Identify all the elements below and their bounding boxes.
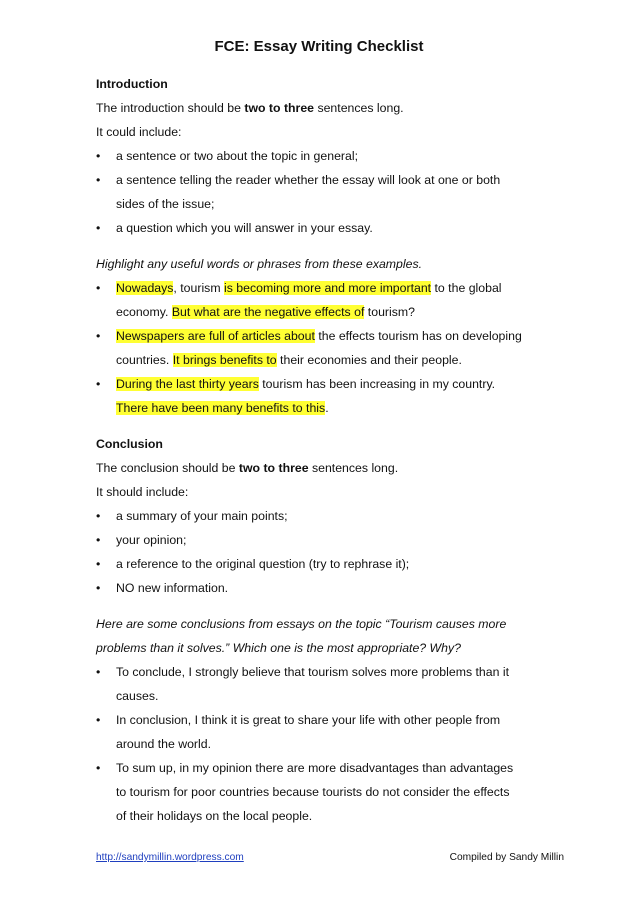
list-item [96,552,556,576]
introduction-length-line [96,96,556,120]
example-continuation [96,300,556,324]
bold-text: two to three [244,101,315,115]
text: sentences long. [314,101,404,115]
example-item [96,276,556,300]
conclusions-prompt: Here are some conclusions from essays on the topic “Tourism causes more [96,617,507,631]
could-include-line: It could include: [96,125,182,139]
highlighted-phrase: During the last thirty years [116,377,259,391]
highlighted-phrase: Newspapers are full of articles about [116,329,315,343]
list-item-text: your opinion; [116,533,187,547]
list-item-text: a question which you will answer in your essay. [116,221,373,235]
text: countries. [116,353,173,367]
list-item [96,660,556,684]
text: sentences long. [308,461,399,475]
bullet: • [96,377,101,391]
bullet: • [96,173,101,187]
bullet: • [96,761,101,775]
list-item [96,528,556,552]
compiled-by-text: Compiled by Sandy Millin [449,852,564,863]
bullet: • [96,509,101,523]
should-include-line: It should include: [96,485,189,499]
bullet: • [96,221,101,235]
list-item-text: In conclusion, I think it is great to share your life with other people from [116,713,501,727]
conclusion-heading: Conclusion [96,437,163,451]
highlighted-phrase: It brings benefits to [172,353,277,367]
highlight-instructions: Highlight any useful words or phrases from these examples. [96,257,423,271]
bold-text: two to three [238,461,309,475]
list-item [96,756,556,780]
list-item-continuation: of their holidays on the local people. [116,809,313,823]
bullet: • [96,533,101,547]
text: to the global [431,281,502,295]
example-continuation [96,396,556,420]
page-footer [96,852,564,863]
document-body [96,72,556,828]
page-title: FCE: Essay Writing Checklist [214,38,424,55]
list-item-text: a reference to the original question (try to rephrase it); [116,557,410,571]
text: . [325,401,329,415]
footer-link[interactable]: http://sandymillin.wordpress.com [96,852,244,863]
list-item-continuation: sides of the issue; [116,197,215,211]
highlighted-phrase: There have been many benefits to this [116,401,326,415]
list-item-continuation: to tourism for poor countries because tourists do not consider the effects [116,785,510,799]
text: , tourism [173,281,224,295]
example-item [96,372,556,396]
highlighted-phrase: is becoming more and more important [224,281,432,295]
text: the effects tourism has on developing [314,329,522,343]
list-item-text: a sentence telling the reader whether the essay will look at one or both [116,173,501,187]
list-item-text: NO new information. [116,581,229,595]
bullet: • [96,557,101,571]
list-item-text: To sum up, in my opinion there are more disadvantages than advantages [116,761,514,775]
list-item [96,216,556,240]
bullet: • [96,581,101,595]
list-item-text: a sentence or two about the topic in general; [116,149,358,163]
conclusions-prompt: problems than it solves.” Which one is the most appropriate? Why? [96,641,461,655]
highlighted-phrase: But what are the negative effects of [171,305,365,319]
bullet: • [96,149,101,163]
conclusion-length-line [96,456,556,480]
example-continuation [96,348,556,372]
introduction-heading: Introduction [96,77,168,91]
bullet: • [96,665,101,679]
text: economy. [116,305,172,319]
list-item [96,168,556,192]
bullet: • [96,329,101,343]
list-item [96,708,556,732]
list-item [96,504,556,528]
list-item [96,144,556,168]
text: The conclusion should be [96,461,239,475]
list-item-text: To conclude, I strongly believe that tourism solves more problems than it [116,665,510,679]
highlighted-phrase: Nowadays [116,281,174,295]
list-item-continuation: around the world. [116,737,212,751]
text: The introduction should be [96,101,245,115]
text: tourism has been increasing in my country. [258,377,496,391]
list-item-continuation: causes. [116,689,159,703]
list-item [96,576,556,600]
list-item-text: a summary of your main points; [116,509,288,523]
example-item [96,324,556,348]
bullet: • [96,281,101,295]
text: tourism? [364,305,415,319]
text: their economies and their people. [276,353,462,367]
bullet: • [96,713,101,727]
